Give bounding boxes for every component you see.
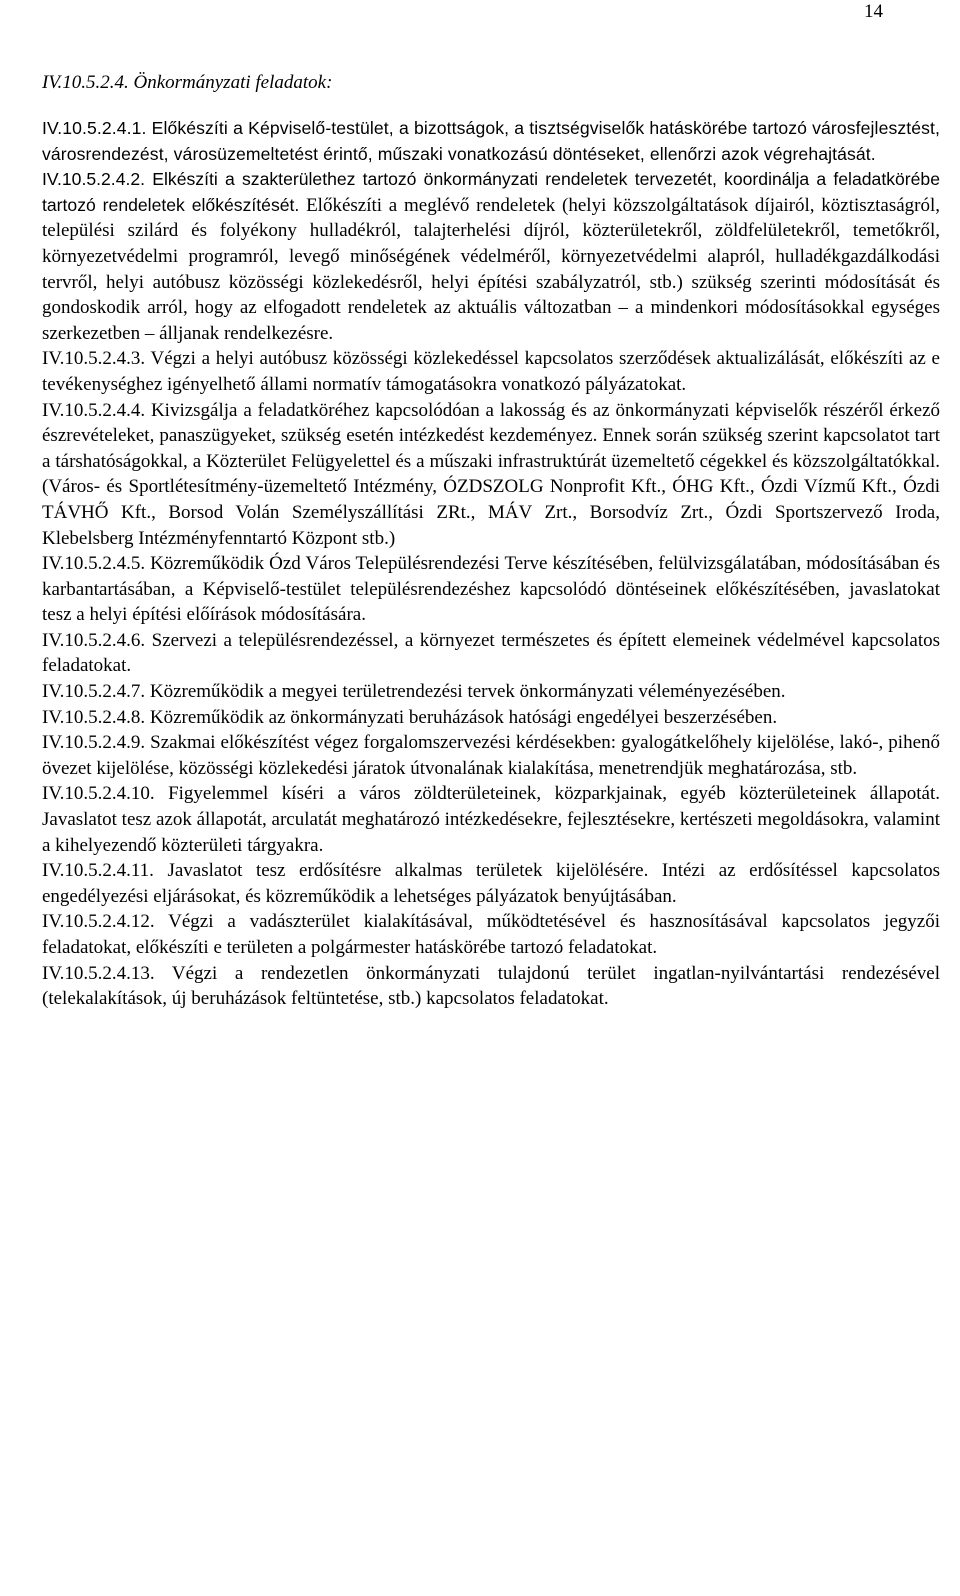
item-text: Közreműködik a megyei területrendezési tervek önkormányzati véleményezésében. xyxy=(149,681,786,703)
item-code: IV.10.5.2.4.1. xyxy=(42,118,147,138)
item-text-sans: Elkészíti a szakterülethez tartozó önkormányzati rendeletek tervezetét, koordinálja a feladatkörébe tartozó rendeletek előkészítését. xyxy=(42,169,940,215)
list-item xyxy=(42,909,940,960)
section-title: IV.10.5.2.4. Önkormányzati feladatok: xyxy=(42,72,333,93)
item-text: Végzi a helyi autóbusz közösségi közlekedéssel kapcsolatos szerződések aktualizálását, előkészíti az e tevékenységhez igényelhető állami normatív támogatásokra vonatkozó pályázatokat. xyxy=(42,348,940,395)
item-text: Szakmai előkészítést végez forgalomszervezési kérdésekben: gyalogátkelőhely kijelölése, lakó-, pihenő övezet kijelölése, közösségi közlekedési járatok útvonalának kialakítása, menetrendjük meghatározása, stb. xyxy=(42,732,940,779)
item-code: IV.10.5.2.4.11. xyxy=(42,860,154,882)
item-code: IV.10.5.2.4.10. xyxy=(42,783,155,805)
item-text: Végzi a vadászterület kialakításával, működtetésével és hasznosításával kapcsolatos jegyzői feladatokat, előkészíti e területen a polgármester hatáskörébe tartozó feladatokat. xyxy=(42,911,940,958)
page-number: 14 xyxy=(864,1,883,22)
item-code: IV.10.5.2.4.13. xyxy=(42,962,155,984)
item-text: Kivizsgálja a feladatköréhez kapcsolódóan a lakosság és az önkormányzati képviselők részéről érkező észrevételeket, panaszügyeket, szükség esetén intézkedést kezdeményez. Ennek során szükség szerint kapcsolatot tart a társhatóságokkal, a Közterület Felügyelettel és a műszaki infrastruktúrát üzemeltető cégekkel és közszolgáltatókkal. (Város- és Sportlétesítmény-üzemeltető Intézmény, ÓZDSZOLG Nonprofit Kft., ÓHG Kft., Ózdi Vízmű Kft., Ózdi TÁVHŐ Kft., Borsod Volán Személyszállítási ZRt., MÁV Zrt., Borsodvíz Zrt., Ózdi Sportszervező Iroda, Klebelsberg Intézményfenntartó Központ stb.) xyxy=(42,399,941,549)
item-code: IV.10.5.2.4.3. xyxy=(42,348,146,370)
item-text: Közreműködik az önkormányzati beruházások hatósági engedélyei beszerzésében. xyxy=(149,706,778,728)
item-code: IV.10.5.2.4.5. xyxy=(42,553,146,575)
item-text: Előkészíti a Képviselő-testület, a bizottságok, a tisztségviselők hatáskörébe tartozó városfejlesztést, városrendezést, városüzemeltetést érintő, műszaki vonatkozású döntéseket, ellenőrzi azok végrehajtását. xyxy=(42,118,940,164)
list-item xyxy=(42,705,940,731)
item-text: Szervezi a településrendezéssel, a környezet természetes és épített elemeinek védelmével kapcsolatos feladatokat. xyxy=(42,629,940,677)
list-item xyxy=(42,398,940,552)
list-item xyxy=(42,961,940,1012)
item-code: IV.10.5.2.4.6. xyxy=(42,629,146,651)
item-code: IV.10.5.2.4.9. xyxy=(42,732,146,754)
item-code: IV.10.5.2.4.8. xyxy=(42,706,146,728)
list-item xyxy=(42,116,940,167)
list-item xyxy=(42,346,940,397)
item-text: Javaslatot tesz erdősítésre alkalmas területek kijelölésére. Intézi az erdősítéssel kapcsolatos engedélyezési eljárásokat, és közreműködik a lehetséges pályázatok benyújtásában. xyxy=(42,860,940,907)
item-text: Előkészíti a meglévő rendeletek (helyi közszolgáltatások díjairól, köztisztaságról, települési szilárd és folyékony hulladékról, talajterhelési díjról, közterületekről, zöldfelületekről, temetőkről, környezetvédelmi programról, levegő minőségének védelméről, környezetvédelmi alapról, hulladékgazdálkodási tervről, helyi autóbusz közösségi közlekedésről, helyi építési szabályzatról, stb.) szükség szerinti módosítását és gondoskodik arról, hogy az elfogadott rendeletek az aktuális változatban – a mindenkori módosításokkal egységes szerkezetben – álljanak rendelkezésre. xyxy=(42,194,941,344)
list-item xyxy=(42,628,940,679)
item-code: IV.10.5.2.4.7. xyxy=(42,681,146,703)
list-item xyxy=(42,167,940,346)
item-code: IV.10.5.2.4.12. xyxy=(42,911,155,933)
item-code: IV.10.5.2.4.2. xyxy=(42,169,146,190)
list-item xyxy=(42,730,940,781)
item-text: Végzi a rendezetlen önkormányzati tulajdonú terület ingatlan-nyilvántartási rendezésével (telekalakítások, új beruházások feltüntetése, stb.) kapcsolatos feladatokat. xyxy=(42,962,940,1010)
list-item xyxy=(42,781,940,858)
item-code: IV.10.5.2.4.4. xyxy=(42,399,146,421)
list-item xyxy=(42,551,940,628)
task-list xyxy=(42,116,940,1012)
item-text: Közreműködik Ózd Város Településrendezési Terve készítésében, felülvizsgálatában, módosításában és karbantartásában, a Képviselő-testület településrendezéshez kapcsolódó döntéseinek előkészítésében, javaslatokat tesz a helyi építési előírások módosítására. xyxy=(42,553,941,626)
list-item xyxy=(42,679,940,705)
item-text: Figyelemmel kíséri a város zöldterületeinek, közparkjainak, egyéb közterületeinek állapotát. Javaslatot tesz azok állapotát, arculatát meghatározó intézkedésekre, fejlesztésekre, kertészeti megoldásokra, valamint a kihelyezendő közterületi tárgyakra. xyxy=(42,783,941,856)
list-item xyxy=(42,858,940,909)
